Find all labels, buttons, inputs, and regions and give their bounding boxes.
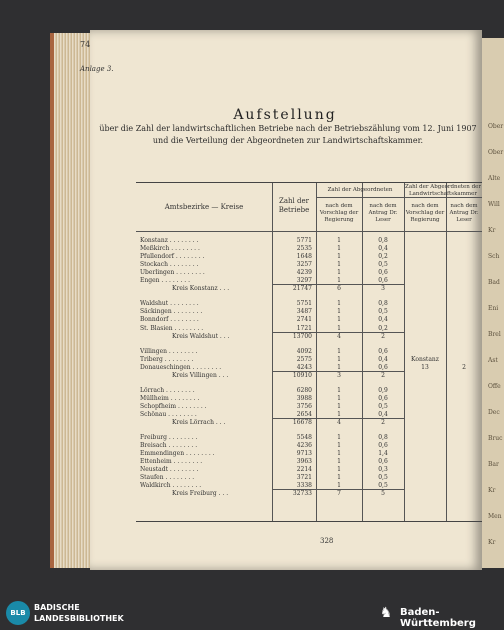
right-page-word: Kr <box>488 487 496 494</box>
row-district-name: Emmendingen . . . . . . . . <box>140 450 215 458</box>
row-gov: 1 <box>337 308 341 316</box>
page-number-bottom: 328 <box>320 537 334 545</box>
right-page-word: Alte <box>488 175 501 182</box>
row-motion: 0,6 <box>378 347 388 355</box>
row-motion: 0,8 <box>378 434 388 442</box>
row-motion: 0,5 <box>378 402 388 410</box>
row-district-name: Müllheim . . . . . . . . <box>140 394 200 402</box>
right-page-word: Ober <box>488 123 504 130</box>
right-page-word: Kr <box>488 539 496 546</box>
header-sub-motion2: nach dem Antrag Dr. Leser <box>449 203 479 223</box>
row-count: 2575 <box>296 355 312 363</box>
document-subtitle-line2: und die Verteilung der Abgeordneten zur Landwirtschaftskammer. <box>152 136 424 145</box>
group-total-gov: 3 <box>337 371 341 379</box>
row-motion: 0,6 <box>378 277 388 285</box>
row-count: 4236 <box>296 442 312 450</box>
row-district-name: Ettenheim . . . . . . . . <box>140 458 203 466</box>
row-district-name: Waldshut . . . . . . . . <box>140 300 199 308</box>
bw-coat-of-arms-icon[interactable]: ♞ <box>379 605 393 621</box>
blb-name-line1[interactable]: BADISCHE <box>34 603 80 612</box>
row-motion: 0,2 <box>378 253 388 261</box>
row-count: 4243 <box>296 363 312 371</box>
row-count: 5548 <box>296 434 312 442</box>
right-page-word: Ober <box>488 149 504 156</box>
row-district-name: Bonndorf . . . . . . . . <box>140 316 199 324</box>
row-count: 1648 <box>296 253 312 261</box>
row-motion: 0,4 <box>378 316 388 324</box>
row-gov: 1 <box>337 410 341 418</box>
group-total-motion: 3 <box>381 285 385 293</box>
group-total-count: 13700 <box>292 332 312 340</box>
right-page-word: Bar <box>488 461 499 468</box>
right-page-word: Men <box>488 513 502 520</box>
row-gov: 1 <box>337 253 341 261</box>
row-gov: 1 <box>337 355 341 363</box>
group-total-name: Kreis Villingen . . . <box>172 371 229 379</box>
row-motion: 0,5 <box>378 261 388 269</box>
row-motion: 0,4 <box>378 410 388 418</box>
group-total-motion: 2 <box>381 332 385 340</box>
row-count: 2535 <box>296 245 312 253</box>
right-page-word: Sch <box>488 253 500 260</box>
row-gov: 1 <box>337 442 341 450</box>
row-count: 6280 <box>296 386 312 394</box>
row-gov: 1 <box>337 386 341 394</box>
header-sub-gov2: nach dem Vorschlag der Regierung <box>405 203 445 223</box>
row-district-name: Neustadt . . . . . . . . <box>140 466 199 474</box>
header-district: Amtsbezirke — Kreise <box>164 203 244 211</box>
row-count: 3721 <box>296 474 312 482</box>
row-count: 3756 <box>296 402 312 410</box>
row-gov: 1 <box>337 277 341 285</box>
page-number-top: 74 <box>80 40 91 49</box>
row-district-name: Schönau . . . . . . . . <box>140 410 197 418</box>
row-count: 9713 <box>296 450 312 458</box>
baden-wuerttemberg-label[interactable]: Baden-Württemberg <box>400 607 476 629</box>
table-column-rule <box>404 183 405 521</box>
row-count: 4239 <box>296 269 312 277</box>
row-count: 5751 <box>296 300 312 308</box>
row-district-name: St. Blasien . . . . . . . . <box>140 324 204 332</box>
group-total-count: 16678 <box>292 419 312 426</box>
extra-value: 13 <box>421 363 429 371</box>
extra-value2: 2 <box>462 363 466 371</box>
row-district-name: Säckingen . . . . . . . . <box>140 308 203 316</box>
row-motion: 0,6 <box>378 394 388 402</box>
row-district-name: Überlingen . . . . . . . . <box>140 269 205 277</box>
row-count: 3297 <box>296 277 312 285</box>
document-subtitle-line1: über die Zahl der landwirtschaftlichen Betriebe nach der Betriebszählung vom 12. Juni 1907 <box>99 124 477 133</box>
table-column-rule <box>446 183 447 521</box>
row-district-name: Waldkirch . . . . . . . . <box>140 482 202 490</box>
extra-place: Konstanz <box>411 355 439 363</box>
right-page-word: Brel <box>488 331 501 338</box>
group-total-name: Kreis Waldshut . . . <box>172 332 230 340</box>
document-title: Aufstellung <box>233 107 337 123</box>
table-header-rule <box>136 231 482 232</box>
row-district-name: Breisach . . . . . . . . <box>140 442 198 450</box>
row-district-name: Schopfheim . . . . . . . . <box>140 402 207 410</box>
header-group-substitutes: Zahl der Abgeordneten der Landwirtschaftskammer <box>405 184 481 197</box>
row-gov: 1 <box>337 402 341 410</box>
row-count: 3988 <box>296 394 312 402</box>
row-district-name: Konstanz . . . . . . . . <box>140 237 199 244</box>
row-count: 3257 <box>296 261 312 269</box>
row-gov: 1 <box>337 363 341 371</box>
row-gov: 1 <box>337 300 341 308</box>
row-district-name: Pfullendorf . . . . . . . . <box>140 253 205 261</box>
group-total-count: 32733 <box>292 490 312 498</box>
row-count: 1721 <box>296 324 312 332</box>
header-count: Zahl der Betriebe <box>278 197 310 214</box>
blb-logo-icon[interactable]: BLB <box>6 601 30 625</box>
group-total-motion: 5 <box>381 490 385 498</box>
row-gov: 1 <box>337 434 341 442</box>
row-count: 2654 <box>296 410 312 418</box>
row-district-name: Villingen . . . . . . . . <box>140 347 198 355</box>
statistics-table <box>136 182 482 522</box>
row-motion: 0,5 <box>378 482 388 490</box>
row-gov: 1 <box>337 269 341 277</box>
right-page-word: Offe <box>488 383 501 390</box>
group-total-gov: 6 <box>337 285 341 293</box>
row-gov: 1 <box>337 347 341 355</box>
row-motion: 0,3 <box>378 466 388 474</box>
row-gov: 1 <box>337 261 341 269</box>
group-total-name: Kreis Konstanz . . . <box>172 285 230 293</box>
row-count: 3338 <box>296 482 312 490</box>
row-motion: 0,5 <box>378 474 388 482</box>
row-gov: 1 <box>337 237 341 244</box>
group-total-name: Kreis Freiburg . . . <box>172 490 229 498</box>
right-page-word: Bruc <box>488 435 503 442</box>
row-motion: 0,9 <box>378 386 388 394</box>
right-page-fragment <box>482 38 504 568</box>
header-sub-gov: nach dem Vorschlag der Regierung <box>319 203 359 223</box>
row-count: 2741 <box>296 316 312 324</box>
row-gov: 1 <box>337 458 341 466</box>
row-count: 3963 <box>296 458 312 466</box>
row-gov: 1 <box>337 466 341 474</box>
header-sub-motion: nach dem Antrag Dr. Leser <box>368 203 398 223</box>
row-district-name: Triberg . . . . . . . . <box>140 355 194 363</box>
row-motion: 0,8 <box>378 300 388 308</box>
row-gov: 1 <box>337 482 341 490</box>
header-group-members: Zahl der Abgeordneten <box>327 187 393 193</box>
group-total-count: 21747 <box>292 285 312 293</box>
row-motion: 0,6 <box>378 442 388 450</box>
right-page-word: Bad <box>488 279 500 286</box>
row-motion: 0,6 <box>378 458 388 466</box>
right-page-word: Kr <box>488 227 496 234</box>
group-total-name: Kreis Lörrach . . . <box>172 419 226 426</box>
row-count: 5771 <box>296 237 312 244</box>
row-count: 2214 <box>296 466 312 474</box>
row-district-name: Donaueschingen . . . . . . . . <box>140 363 222 371</box>
row-gov: 1 <box>337 245 341 253</box>
row-motion: 0,6 <box>378 269 388 277</box>
group-total-gov: 4 <box>337 332 341 340</box>
row-motion: 0,4 <box>378 245 388 253</box>
group-total-count: 10910 <box>292 371 312 379</box>
row-gov: 1 <box>337 394 341 402</box>
right-page-word: Ast <box>488 357 498 364</box>
row-motion: 0,8 <box>378 237 388 244</box>
group-total-gov: 4 <box>337 419 341 426</box>
group-total-gov: 7 <box>337 490 341 498</box>
row-district-name: Staufen . . . . . . . . <box>140 474 195 482</box>
row-gov: 1 <box>337 316 341 324</box>
row-district-name: Stockach . . . . . . . . <box>140 261 199 269</box>
right-page-word: Dec <box>488 409 500 416</box>
row-motion: 0,2 <box>378 324 388 332</box>
row-district-name: Meßkirch . . . . . . . . <box>140 245 200 253</box>
annex-label: Anlage 3. <box>80 65 114 73</box>
right-page-word: Will <box>488 201 500 208</box>
row-motion: 0,4 <box>378 355 388 363</box>
row-count: 4092 <box>296 347 312 355</box>
row-motion: 0,5 <box>378 308 388 316</box>
group-total-motion: 2 <box>381 419 385 426</box>
row-gov: 1 <box>337 450 341 458</box>
row-motion: 0,6 <box>378 363 388 371</box>
row-district-name: Freiburg . . . . . . . . <box>140 434 198 442</box>
row-gov: 1 <box>337 324 341 332</box>
group-total-motion: 2 <box>381 371 385 379</box>
row-count: 3487 <box>296 308 312 316</box>
row-gov: 1 <box>337 474 341 482</box>
row-district-name: Engen . . . . . . . . <box>140 277 191 285</box>
blb-name-line2[interactable]: LANDESBIBLIOTHEK <box>34 614 124 623</box>
row-district-name: Lörrach . . . . . . . . <box>140 386 195 394</box>
row-motion: 1,4 <box>378 450 388 458</box>
right-page-word: Eni <box>488 305 499 312</box>
